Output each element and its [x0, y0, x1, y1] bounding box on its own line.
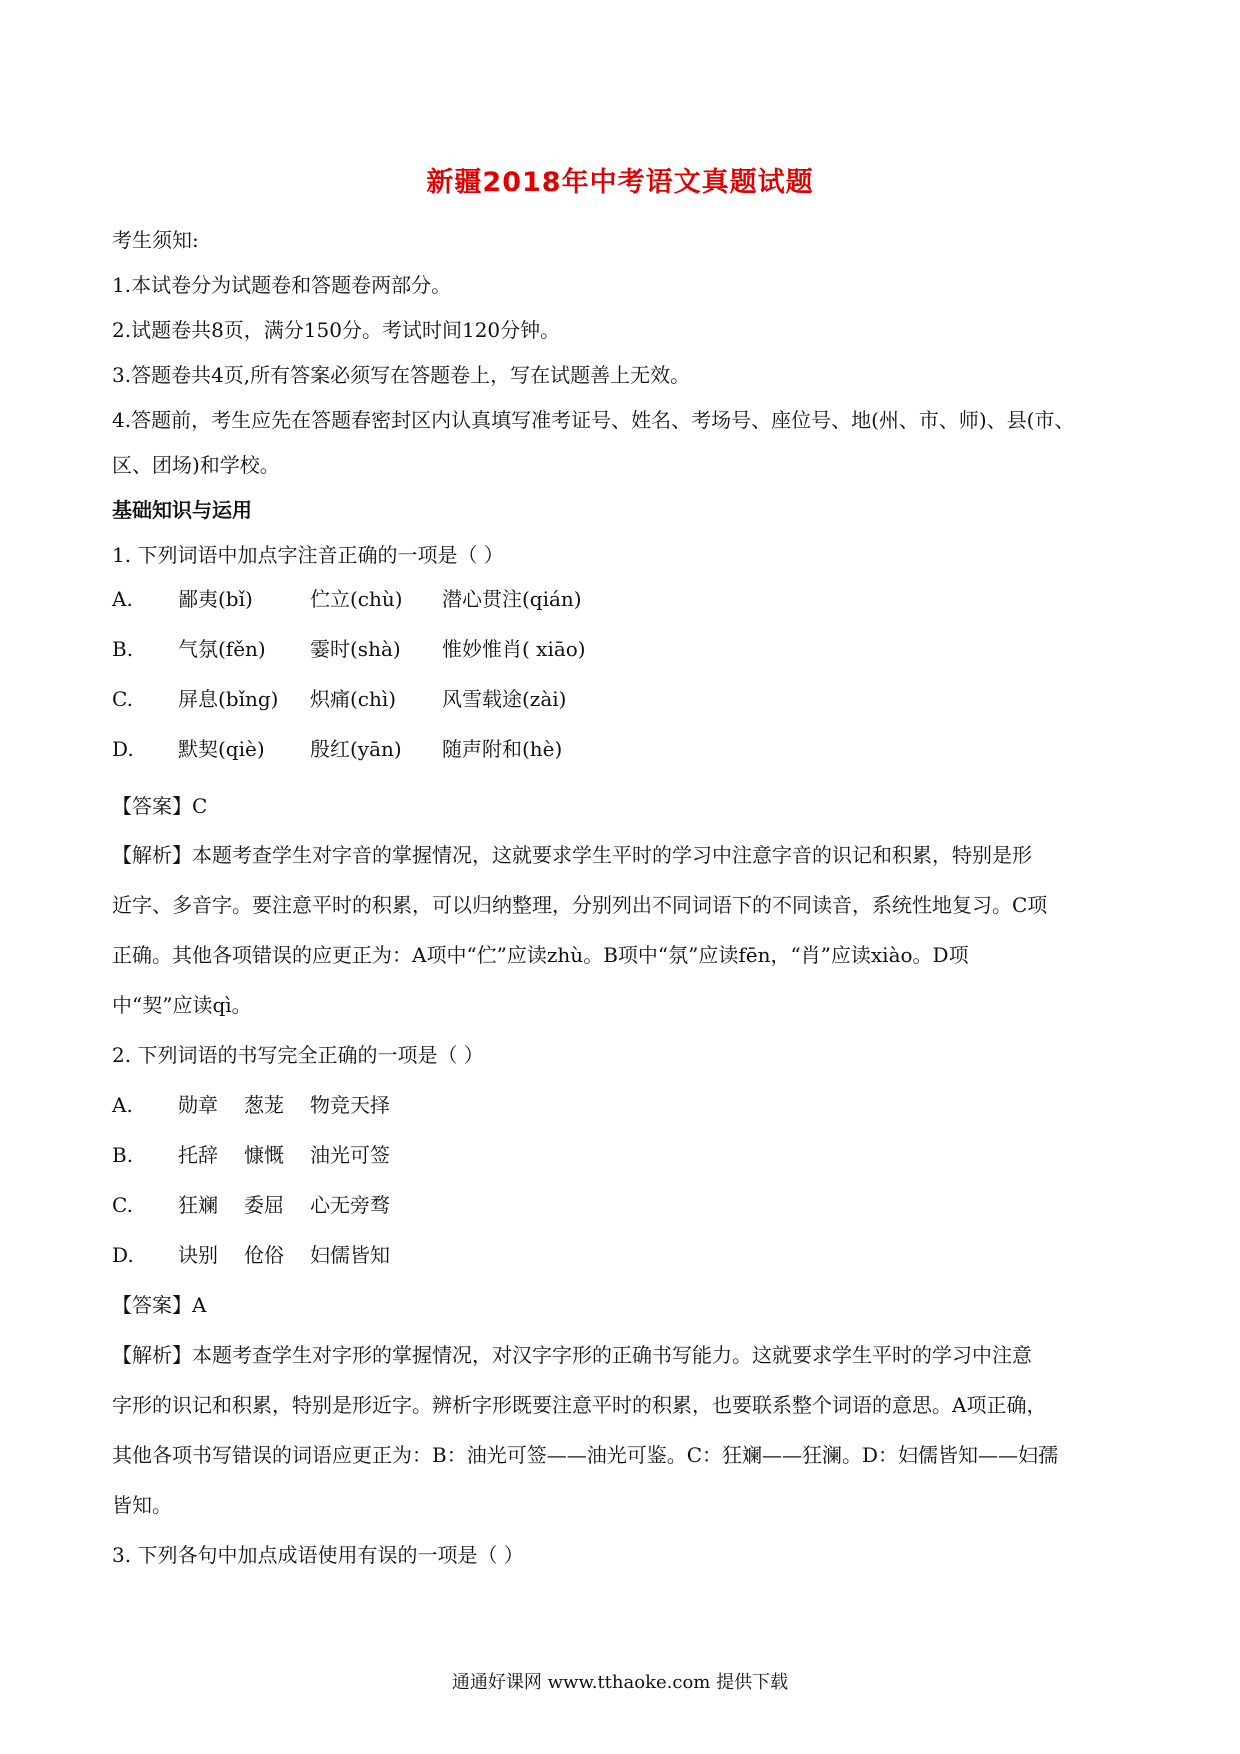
option-word: 诀别	[178, 1243, 218, 1267]
option-word: 物竞天择	[310, 1093, 390, 1117]
option-word: 霎时(shà)	[310, 637, 401, 661]
option-row	[112, 635, 1132, 663]
option-word: 炽痛(chì)	[310, 687, 397, 711]
option-letter: B.	[112, 1143, 134, 1167]
option-word: 托辞	[178, 1143, 218, 1167]
option-letter: D.	[112, 1243, 134, 1267]
notice-heading: 考生须知:	[112, 228, 199, 252]
option-letter: A.	[112, 587, 133, 611]
option-letter: C.	[112, 687, 133, 711]
option-letter: C.	[112, 1193, 133, 1217]
option-row	[112, 1241, 1132, 1269]
analysis-line: 中“契”应读qì。	[112, 993, 252, 1017]
option-letter: B.	[112, 637, 134, 661]
option-row	[112, 735, 1132, 763]
analysis-line: 皆知。	[112, 1493, 172, 1517]
analysis-line: 近字、多音字。要注意平时的积累，可以归纳整理，分别列出不同词语下的不同读音，系统性地复习。C项	[112, 893, 1048, 917]
option-letter: D.	[112, 737, 134, 761]
document-title: 新疆2018年中考语文真题试题	[426, 167, 814, 198]
option-word: 屏息(bǐng)	[178, 687, 279, 711]
notice-item: 2.试题卷共8页，满分150分。考试时间120分钟。	[112, 318, 561, 342]
option-word: 葱茏	[244, 1093, 284, 1117]
option-word: 气氛(fěn)	[178, 637, 266, 661]
option-word: 油光可签	[310, 1143, 390, 1167]
notice-item: 4.答题前，考生应先在答题春密封区内认真填写准考证号、姓名、考场号、座位号、地(州、市、师)、县(市、	[112, 408, 1075, 432]
option-word: 风雪载途(zài)	[442, 687, 567, 711]
option-letter: A.	[112, 1093, 133, 1117]
option-word: 惟妙惟肖( xiāo)	[442, 637, 586, 661]
option-word: 伧俗	[244, 1243, 284, 1267]
option-word: 妇儒皆知	[310, 1243, 390, 1267]
notice-item: 3.答题卷共4页,所有答案必须写在答题卷上，写在试题善上无效。	[112, 363, 691, 387]
option-word: 默契(qiè)	[178, 737, 265, 761]
answer: 【答案】A	[112, 1293, 207, 1317]
answer: 【答案】C	[112, 794, 208, 818]
question-stem: 2. 下列词语的书写完全正确的一项是（ ）	[112, 1043, 484, 1067]
notice-item: 1.本试卷分为试题卷和答题卷两部分。	[112, 273, 452, 297]
option-word: 勋章	[178, 1093, 218, 1117]
analysis-line: 正确。其他各项错误的应更正为：A项中“伫”应读zhù。B项中“氛”应读fēn，“肖”应读xiào。D项	[112, 943, 969, 967]
option-row	[112, 685, 1132, 713]
option-word: 随声附和(hè)	[442, 737, 563, 761]
option-word: 慷慨	[244, 1143, 284, 1167]
option-word: 殷红(yān)	[310, 737, 402, 761]
option-word: 心无旁骛	[310, 1193, 390, 1217]
option-word: 潜心贯注(qián)	[442, 587, 582, 611]
section-heading: 基础知识与运用	[112, 498, 252, 522]
option-word: 狂斓	[178, 1193, 218, 1217]
option-row	[112, 585, 1132, 613]
option-word: 伫立(chù)	[310, 587, 403, 611]
analysis-line: 【解析】本题考查学生对字音的掌握情况，这就要求学生平时的学习中注意字音的识记和积累，特别是形	[112, 843, 1032, 867]
option-word: 鄙夷(bǐ)	[178, 587, 253, 611]
page-footer: 通通好课网 www.tthaoke.com 提供下载	[451, 1672, 789, 1693]
option-word: 委屈	[244, 1193, 284, 1217]
analysis-line: 【解析】本题考查学生对字形的掌握情况，对汉字字形的正确书写能力。这就要求学生平时的学习中注意	[112, 1343, 1032, 1367]
notice-item: 区、团场)和学校。	[112, 453, 280, 477]
question-stem: 3. 下列各句中加点成语使用有误的一项是（ ）	[112, 1543, 524, 1567]
option-row	[112, 1091, 1132, 1119]
question-stem: 1. 下列词语中加点字注音正确的一项是（ ）	[112, 543, 504, 567]
analysis-line: 其他各项书写错误的词语应更正为：B：油光可签——油光可鉴。C：狂斓——狂澜。D：妇儒皆知——妇孺	[112, 1443, 1059, 1467]
option-row	[112, 1191, 1132, 1219]
option-row	[112, 1141, 1132, 1169]
analysis-line: 字形的识记和积累，特别是形近字。辨析字形既要注意平时的积累，也要联系整个词语的意思。A项正确，	[112, 1393, 1047, 1417]
